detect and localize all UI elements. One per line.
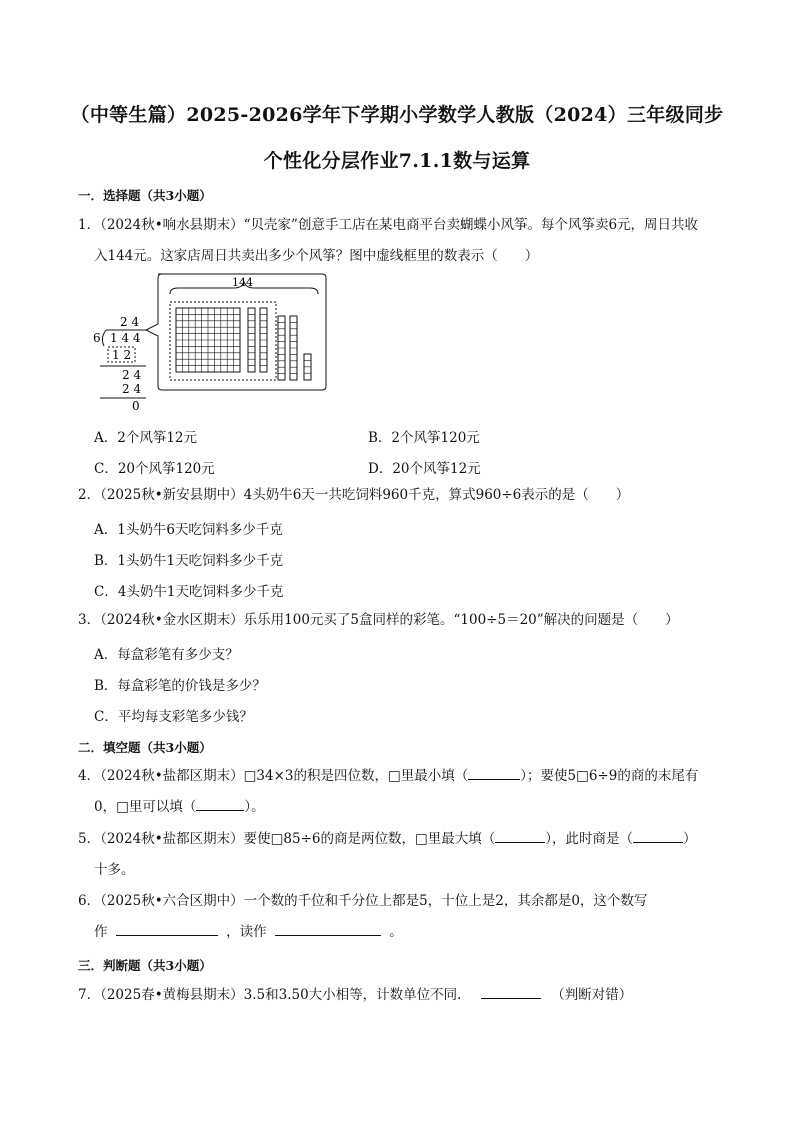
q5-part-2: ），此时商是（ bbox=[545, 831, 633, 847]
brace-label: 144 bbox=[232, 276, 253, 289]
q7-part-1: 7．（2025春•黄梅县期末）3.5和3.50大小相等，计数单位不同． bbox=[78, 987, 471, 1003]
q6-blank-1[interactable] bbox=[116, 921, 218, 936]
q6-part-1: 6．（2025秋•六合区期中）一个数的千位和千分位上都是5，十位上是2，其余都是0，这个数写 bbox=[78, 893, 648, 909]
q2-option-b[interactable]: B．1头奶牛1天吃饲料多少千克 bbox=[94, 553, 284, 569]
q4-part-3: 0，□里可以填（ bbox=[94, 799, 197, 815]
q6-part-3: ，读作 bbox=[226, 924, 267, 940]
ten-rod-2 bbox=[260, 308, 267, 372]
q5-part-1: 5．（2024秋•盐都区期末）要使□85÷6的商是两位数，□里最大填（ bbox=[78, 831, 496, 847]
division-illustration bbox=[84, 272, 334, 417]
ones-column bbox=[304, 354, 311, 380]
ten-rod-3 bbox=[278, 316, 285, 380]
q5-blank-1[interactable] bbox=[495, 828, 545, 843]
page-title-line-2: 个性化分层作业7.1.1数与运算 bbox=[263, 150, 531, 172]
question-3 bbox=[78, 605, 738, 636]
q6-part-4: 。 bbox=[389, 924, 403, 940]
q4-part-1: 4．（2024秋•盐都区期末）□34×3的积是四位数，□里最小填（ bbox=[78, 768, 469, 784]
question-1-line-1: 1．（2024秋•响水县期末）“贝壳家”创意手工店在某电商平台卖蝴蝶小风筝。每个风筝卖6元，周日共收 bbox=[78, 217, 699, 233]
q4-part-2: ）；要使5□6÷9的商的末尾有 bbox=[520, 768, 699, 784]
q6-blank-2[interactable] bbox=[275, 921, 381, 936]
section-heading-fill: 二．填空题（共3小题） bbox=[78, 740, 212, 755]
q4-blank-1[interactable] bbox=[468, 765, 520, 780]
divisor-text: 6 bbox=[93, 331, 101, 345]
question-2 bbox=[78, 480, 738, 511]
q7-part-2: （判断对错） bbox=[551, 987, 633, 1003]
q1-option-d[interactable]: D．20个风筝12元 bbox=[368, 461, 481, 477]
q6-part-2: 作 bbox=[94, 924, 108, 940]
q5-part-3: ） bbox=[683, 831, 697, 847]
q1-option-c[interactable]: C．20个风筝120元 bbox=[94, 461, 215, 477]
question-3-stem: 3．（2024秋•金水区期末）乐乐用100元买了5盒同样的彩笔。“100÷5＝20”解决的问题是（ ） bbox=[78, 612, 679, 628]
q7-blank[interactable] bbox=[481, 984, 541, 999]
step2-text: 2 4 bbox=[122, 382, 142, 396]
dividend-text: 1 4 4 bbox=[110, 331, 141, 345]
division-bracket bbox=[102, 330, 106, 346]
q2-option-a[interactable]: A．1头奶牛6天吃饲料多少千克 bbox=[94, 522, 283, 538]
quotient-text: 2 4 bbox=[120, 315, 140, 329]
question-7 bbox=[78, 980, 738, 1011]
question-6 bbox=[78, 886, 738, 948]
hundred-block bbox=[176, 308, 240, 372]
question-5 bbox=[78, 824, 738, 886]
q2-option-c[interactable]: C．4头奶牛1天吃饲料多少千克 bbox=[94, 584, 284, 600]
q5-part-4: 十多。 bbox=[94, 862, 135, 878]
remainder1-text: 2 4 bbox=[122, 368, 142, 382]
question-1-line-2: 入144元。这家店周日共卖出多少个风筝？图中虚线框里的数表示（ ） bbox=[94, 248, 539, 264]
section-heading-judge: 三．判断题（共3小题） bbox=[78, 958, 212, 973]
q4-part-4: ）。 bbox=[244, 799, 265, 815]
q3-option-c[interactable]: C．平均每支彩笔多少钱？ bbox=[94, 709, 253, 725]
q3-option-b[interactable]: B．每盒彩笔的价钱是多少？ bbox=[94, 678, 266, 694]
section-heading-choice: 一．选择题（共3小题） bbox=[78, 188, 212, 203]
q3-option-a[interactable]: A．每盒彩笔有多少支？ bbox=[94, 647, 239, 663]
final-remainder-text: 0 bbox=[132, 399, 140, 413]
question-1 bbox=[78, 210, 738, 272]
step1-text: 1 2 bbox=[112, 348, 132, 362]
question-1-figure bbox=[84, 272, 334, 421]
ten-rod-4 bbox=[290, 316, 297, 380]
q1-option-a[interactable]: A．2个风筝12元 bbox=[94, 430, 198, 446]
question-2-stem: 2．（2025秋•新安县期中）4头奶牛6天一共吃饲料960千克，算式960÷6表示的是（ ） bbox=[78, 487, 630, 503]
q4-blank-2[interactable] bbox=[196, 796, 244, 811]
page-title-line-1: （中等生篇）2025-2026学年下学期小学数学人教版（2024）三年级同步 bbox=[70, 104, 724, 126]
ten-rod-1 bbox=[248, 308, 255, 372]
q5-blank-2[interactable] bbox=[633, 828, 683, 843]
question-4 bbox=[78, 761, 738, 823]
callout-frame bbox=[146, 274, 326, 390]
q1-option-b[interactable]: B．2个风筝120元 bbox=[368, 430, 480, 446]
